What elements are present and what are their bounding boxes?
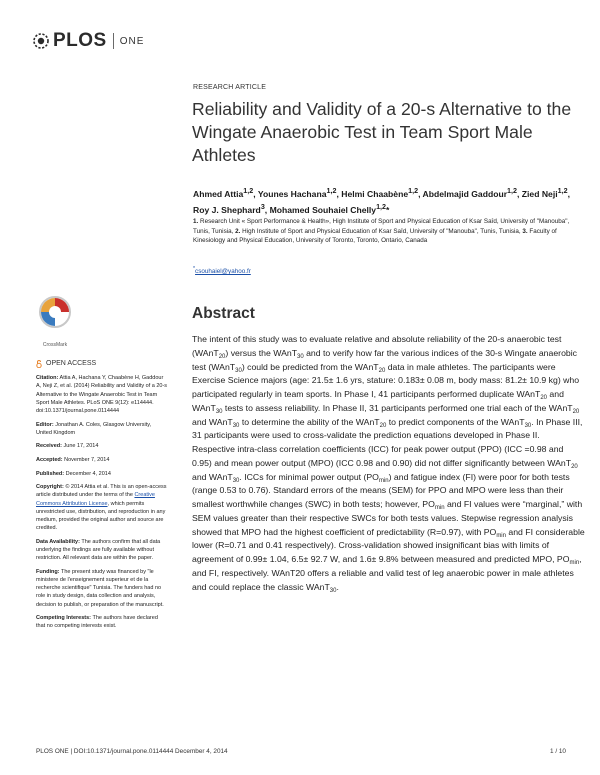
author-affiliation-ref: 1,2	[507, 187, 517, 195]
logo-journal-text: ONE	[119, 35, 145, 47]
abstract-segment: ) and fatigue index (FI) were poor for both tests (range 0.53 to 0.76). Standard errors of the means (SEM) for PPO and MPO were less than their smallest worthwhile changes (SWC) in both tests; however, PO	[192, 471, 570, 509]
abstract-segment: .	[336, 581, 339, 592]
citation-text: Attia A, Hachana Y, Chaabène H, Gaddour A, Neji Z, et al. (2014) Reliability and Validity of a 20-s Alternative to the Wingate Anaerobic Test in Team Sport Male Athletes. PLoS ONE 9(12): e114444. doi:10.1371/journal.pone.0114444	[36, 375, 168, 415]
funding-text: The present study was financed by "le ministere de l'enseignement superieur et de la recherche scientifique" Tunisia. The funders had no role in study design, data collection and analysis, decision to publish, or preparation of the manuscript.	[36, 568, 164, 608]
author-affiliation-ref: 1,2	[408, 187, 419, 195]
page-number: 1 / 10	[550, 748, 566, 755]
received-label: Received:	[36, 443, 62, 450]
abstract-subscript: min	[378, 477, 389, 484]
author-affiliation-ref: 1,2	[376, 202, 387, 211]
published-label: Published:	[36, 470, 65, 477]
editor-block	[36, 421, 168, 437]
abstract-subscript: 30	[235, 367, 242, 374]
abstract-segment: to predict components of the WAnT	[386, 416, 525, 427]
email-marker: *	[193, 266, 196, 272]
author-affiliation-ref: 3	[260, 202, 265, 211]
abstract-text	[192, 333, 585, 594]
published-date: December 4, 2014	[65, 470, 111, 477]
plos-logo-icon	[32, 32, 50, 50]
author-name: Roy J. Shephard	[193, 204, 261, 215]
abstract-segment: . In Phase III, 31 participants were used to cross-validate the prediction equations developed in Phase II. Respective intra-class correlation coefficients (ICC) for peak power output (PPO) (ICC =0.98 and 0.95) and mean power output (MPO) (ICC 0.98 and 0.90) did not differ significantly between WAnT	[192, 416, 583, 468]
accepted-block	[36, 456, 168, 464]
competing-block	[36, 614, 168, 630]
funding-block	[36, 568, 168, 609]
abstract-segment: and FI considerable lower (R=0.71 and 0.41 respectively). Cross-validation showed insignificant bias with limits of agreement of 0.99± 1.04, 6.5± 92.7 W, and 1.6± 9.8% between measured and predicted MPO, PO	[192, 526, 585, 564]
corresponding-email	[193, 266, 251, 275]
affiliation-text: Faculty of Kinesiology and Physical Education, University of Toronto, Toronto, Ontario, Canada	[193, 227, 557, 245]
abstract-segment: and WAnT	[192, 389, 564, 413]
abstract-subscript: min	[496, 532, 506, 539]
open-access-badge	[36, 360, 168, 368]
published-block	[36, 470, 168, 478]
competing-label: Competing Interests:	[36, 615, 92, 622]
crossmark-icon[interactable]	[36, 295, 74, 339]
abstract-segment: ) versus the WAnT	[225, 347, 297, 358]
author-separator: ,	[336, 188, 342, 199]
crossmark-label: CrossMark	[42, 342, 68, 348]
copyright-block	[36, 483, 168, 532]
abstract-subscript: 30	[329, 587, 337, 594]
affiliations	[193, 217, 578, 246]
editor-label: Editor:	[36, 421, 54, 428]
copyright-label: Copyright:	[36, 484, 64, 491]
abstract-subscript: 20	[378, 367, 386, 374]
abstract-subscript: 20	[218, 353, 226, 360]
page-footer	[36, 748, 566, 755]
citation-block	[36, 374, 168, 415]
author-name: Mohamed Souhaiel Chelly	[269, 204, 377, 215]
abstract-heading: Abstract	[192, 305, 255, 322]
author-affiliation-ref: 1,2	[243, 187, 254, 195]
abstract-subscript: 30	[297, 353, 304, 360]
section-label: RESEARCH ARTICLE	[193, 84, 267, 91]
author-name: Zied Neji	[521, 188, 558, 199]
accepted-date: November 7, 2014	[64, 457, 110, 463]
article-sidebar	[36, 360, 168, 636]
author-separator: ,	[264, 204, 270, 215]
abstract-subscript: 20	[379, 422, 387, 429]
competing-text: The authors have declared that no competing interests exist.	[36, 615, 158, 630]
copyright-text: © 2014 Attia et al. This is an open-access article distributed under the terms of the	[36, 484, 167, 499]
abstract-segment: data in male athletes. The participants were Exercise Science majors (age: 21.5± 1.6 yrs, stature: 0.183± 0.08 m, body mass: 81.2± 10.9 kg) who participated regularly in team sports. In Phase I, 41 participants performed duplicate WAnT	[192, 361, 580, 399]
affiliation-number: 2.	[235, 227, 241, 235]
abstract-segment: and WAnT	[192, 471, 233, 482]
copyright-text-end: , which permits unrestricted use, distribution, and reproduction in any medium, provided the original author and source are credited.	[36, 500, 166, 532]
received-date: June 17, 2014	[63, 443, 99, 450]
open-lock-icon	[36, 360, 42, 368]
logo-plos-text: PLOS	[53, 30, 107, 51]
author-name: Ahmed Attia	[193, 188, 244, 199]
abstract-subscript: 20	[572, 408, 580, 415]
abstract-subscript: 30	[232, 422, 240, 429]
plos-one-logo	[32, 30, 144, 52]
author-name: Younes Hachana	[257, 188, 327, 199]
author-name: Abdelmajid Gaddour	[422, 188, 508, 199]
funding-label: Funding:	[36, 568, 60, 575]
logo-divider	[113, 33, 114, 49]
affiliation-text: High Institute of Sport and Physical Education of Ksar Saîd, University of "Manouba", Tunis, Tunisia,	[240, 227, 523, 235]
author-separator: ,	[418, 188, 423, 199]
citation-label: Citation:	[36, 375, 59, 382]
accepted-label: Accepted:	[36, 457, 63, 463]
abstract-subscript: min	[434, 505, 445, 511]
abstract-subscript: min	[569, 560, 580, 566]
abstract-subscript: 30	[215, 408, 223, 415]
abstract-segment: and to verify how far the various indices of the 30-s Wingate anaerobic test (WAnT	[192, 347, 578, 372]
abstract-segment: tests to assess reliability. In Phase II, 31 participants performed one trial each of the WAnT	[222, 402, 573, 413]
abstract-segment: , and FI, respectively. WAnT20 offers a reliable and valid test of leg anaerobic power in male athletes and could replace the classic WAnT	[192, 554, 582, 592]
author-separator: ,	[517, 188, 522, 199]
editor-text: Jonathan A. Coles, Glasgow University, United Kingdom	[36, 421, 152, 436]
availability-block	[36, 538, 168, 563]
author-name: Helmi Chaabène	[341, 188, 409, 199]
article-title: Reliability and Validity of a 20-s Alternative to the Wingate Anaerobic Test in Team Sport Male Athletes	[192, 99, 572, 165]
abstract-subscript: 30	[524, 422, 532, 429]
availability-label: Data Availability:	[36, 538, 80, 545]
open-access-label: OPEN ACCESS	[46, 360, 97, 367]
received-block	[36, 442, 168, 450]
author-separator: ,	[253, 188, 258, 199]
author-affiliation-ref: 1,2	[557, 187, 568, 195]
author-separator: ,	[567, 188, 570, 199]
abstract-segment: and WAnT	[192, 416, 233, 427]
availability-text: The authors confirm that all data underlying the findings are fully available without restriction. All relevant data are within the paper.	[36, 538, 161, 562]
abstract-subscript: 20	[571, 463, 578, 470]
abstract-subscript: 20	[540, 395, 548, 401]
abstract-segment: and FI values were “marginal,” with SEM values greater than their respective SWCs for both tests values. Stepwise regression analysis showed that MPO had the highest coefficient of predictability (R=0.97), with PO	[192, 499, 583, 537]
affiliation-number: 1.	[193, 218, 199, 225]
abstract-segment: to determine the ability of the WAnT	[239, 416, 380, 427]
footer-citation: PLOS ONE | DOI:10.1371/journal.pone.0114444 December 4, 2014	[36, 748, 228, 755]
author-separator: *	[386, 204, 390, 215]
affiliation-number: 3.	[522, 227, 528, 235]
email-link[interactable]: csouhaiel@yahoo.fr	[195, 268, 251, 276]
author-list	[193, 185, 578, 217]
license-link[interactable]: Creative Commons Attribution License	[36, 492, 155, 507]
affiliation-text: Research Unit « Sport Performance & Health», High Institute of Sport and Physical Education of Ksar Saîd, University of "Manouba", Tunis, Tunisia,	[193, 218, 570, 235]
abstract-segment: ) could be predicted from the WAnT	[241, 361, 379, 372]
author-affiliation-ref: 1,2	[326, 187, 337, 195]
abstract-subscript: 30	[232, 477, 240, 484]
abstract-segment: The intent of this study was to evaluate relative and absolute reliability of the 20-s anaerobic test (WAnT	[192, 334, 562, 358]
abstract-segment: . ICCs for minimal power output (PO	[239, 471, 379, 482]
